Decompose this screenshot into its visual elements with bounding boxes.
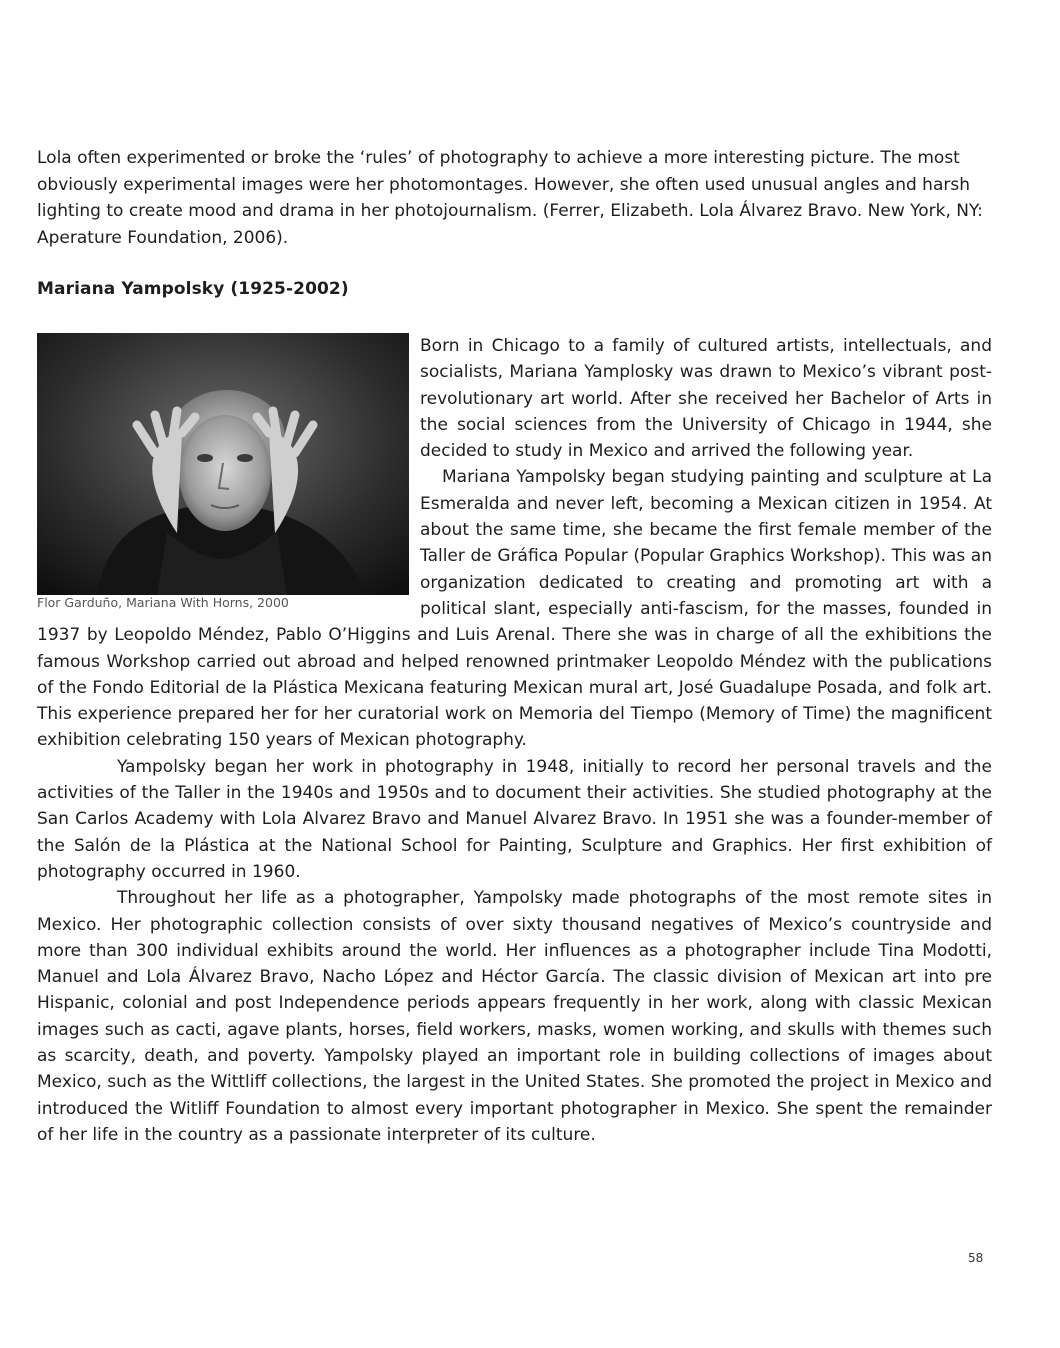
body-paragraph-1: Born in Chicago to a family of cultured artists, intellectuals, and socialists, Mariana Yamplosky was drawn to Mexico’s vibrant post-revolutionary art world. After she received her Bachelor of Arts in the social sciences from the University of Chicago in 1944, she decided to study in Mexico and arrived the following year. [420,336,992,462]
section-heading: Mariana Yampolsky (1925-2002) [37,279,349,299]
body-paragraph-2: Mariana Yampolsky began studying painting and sculpture at La Esmeralda and never left, becoming a Mexican citizen in 1954. At about the same time, she became the first female member of the Taller de Gráfica Popular (Popular Graphics Workshop). This was an organization dedicated to creating and promoting art with a political slant, especially anti-fascism, for the masses, founded in 1937 by Leopoldo Méndez, Pablo O’Higgins and Luis Arenal. There she was in charge of all the exhibitions the famous Workshop carried out abroad and helped renowned printmaker Leopoldo Méndez with the publications of the Fondo Editorial de la Plástica Mexicana featuring Mexican mural art, José Guadalupe Posada, and folk art. This experience prepared her for her curatorial work on Memoria del Tiempo (Memory of Time) the magnificent exhibition celebrating 150 years of Mexican photography. [37,467,992,751]
body-paragraph-3: Yampolsky began her work in photography in 1948, initially to record her personal travels and the activities of the Taller in the 1940s and 1950s and to document their activities. She studied photography at the San Carlos Academy with Lola Alvarez Bravo and Manuel Alvarez Bravo. In 1951 she was a founder-member of the Salón de la Plástica at the National School for Painting, Sculpture and Graphics. Her first exhibition of photography occurred in 1960. [37,756,992,882]
portrait-photo [37,333,409,595]
body-paragraph-4: Throughout her life as a photographer, Yampolsky made photographs of the most remote sites in Mexico. Her photographic collection consists of over sixty thousand negatives of Mexico’s countryside and more than 300 individual exhibits around the world. Her influences as a photographer include Tina Modotti, Manuel and Lola Álvarez Bravo, Nacho López and Héctor García. The classic division of Mexican art into pre Hispanic, colonial and post Independence periods appears frequently in her work, along with classic Mexican images such as cacti, agave plants, horses, field workers, masks, women working, and skulls with themes such as scarcity, death, and poverty. Yampolsky played an important role in building collections of images about Mexico, such as the Wittliff collections, the largest in the United States. She promoted the project in Mexico and introduced the Witliff Foundation to almost every important photographer in Mexico. She spent the remainder of her life in the country as a passionate interpreter of its culture. [37,888,992,1145]
intro-paragraph: Lola often experimented or broke the ‘rules’ of photography to achieve a more interesting picture. The most obviously experimental images were her photomontages. However, she often used unusual angles and harsh lighting to create mood and drama in her photojournalism. (Ferrer, Elizabeth. Lola Álvarez Bravo. New York, NY: Aperature Foundation, 2006). [37,148,983,248]
section-body [37,333,992,1148]
document-page [37,145,992,1145]
page-number: 58 [968,1251,984,1265]
photo-figure [37,333,409,610]
photo-caption: Flor Garduño, Mariana With Horns, 2000 [37,595,289,610]
